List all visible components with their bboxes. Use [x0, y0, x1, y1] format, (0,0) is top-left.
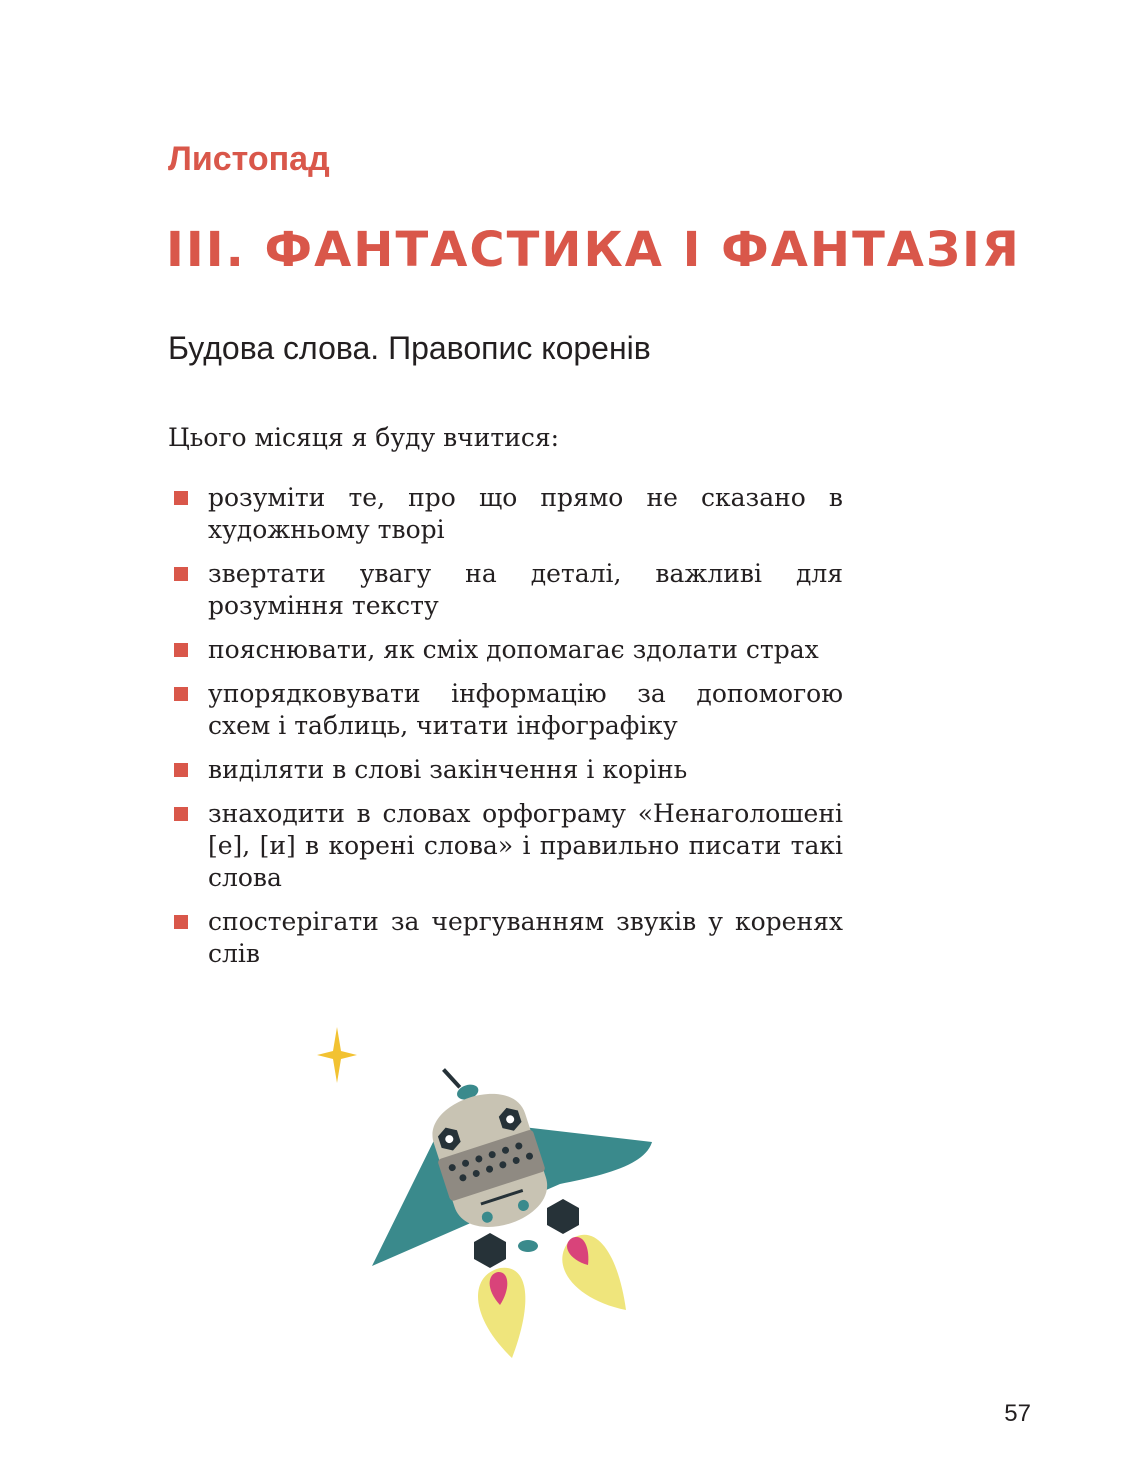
list-item: [168, 482, 843, 546]
goals-list: [168, 482, 843, 982]
goal-text: виділяти в слові закінчення і корінь: [208, 755, 688, 784]
list-item: [168, 678, 843, 742]
bullet-icon: [174, 643, 188, 657]
goal-text: звертати увагу на деталі, важливі для розуміння тексту: [208, 559, 843, 620]
chapter-title: ІІІ. ФАНТАСТИКА І ФАНТАЗІЯ: [166, 222, 1021, 278]
bullet-icon: [174, 567, 188, 581]
list-item: [168, 558, 843, 622]
list-item: [168, 798, 843, 894]
flame-icon: [478, 1268, 525, 1358]
month-label: Листопад: [168, 140, 330, 178]
bullet-icon: [174, 807, 188, 821]
flame-icon: [562, 1235, 626, 1310]
list-item: [168, 634, 843, 666]
robot-illustration: [300, 1020, 660, 1370]
bullet-icon: [174, 491, 188, 505]
bullet-icon: [174, 687, 188, 701]
goal-text: пояснювати, як сміх допомагає здолати страх: [208, 635, 819, 664]
goal-text: знаходити в словах орфограму «Ненаголошені [е], [и] в корені слова» і правильно писати такі слова: [208, 799, 843, 892]
page-number: 57: [1004, 1400, 1031, 1427]
goal-text: розуміти те, про що прямо не сказано в художньому творі: [208, 483, 843, 544]
foot-icon: [474, 1233, 506, 1268]
goal-text: спостерігати за чергуванням звуків у коренях слів: [208, 907, 843, 968]
goal-text: упорядковувати інформацію за допомогою схем і таблиць, читати інфографіку: [208, 679, 843, 740]
topic-heading: Будова слова. Правопис коренів: [168, 330, 651, 366]
robot-knob-icon: [518, 1240, 538, 1252]
star-icon: [317, 1027, 357, 1083]
foot-icon: [547, 1199, 579, 1234]
intro-text: Цього місяця я буду вчитися:: [168, 423, 560, 452]
bullet-icon: [174, 915, 188, 929]
list-item: [168, 906, 843, 970]
list-item: [168, 754, 843, 786]
bullet-icon: [174, 763, 188, 777]
